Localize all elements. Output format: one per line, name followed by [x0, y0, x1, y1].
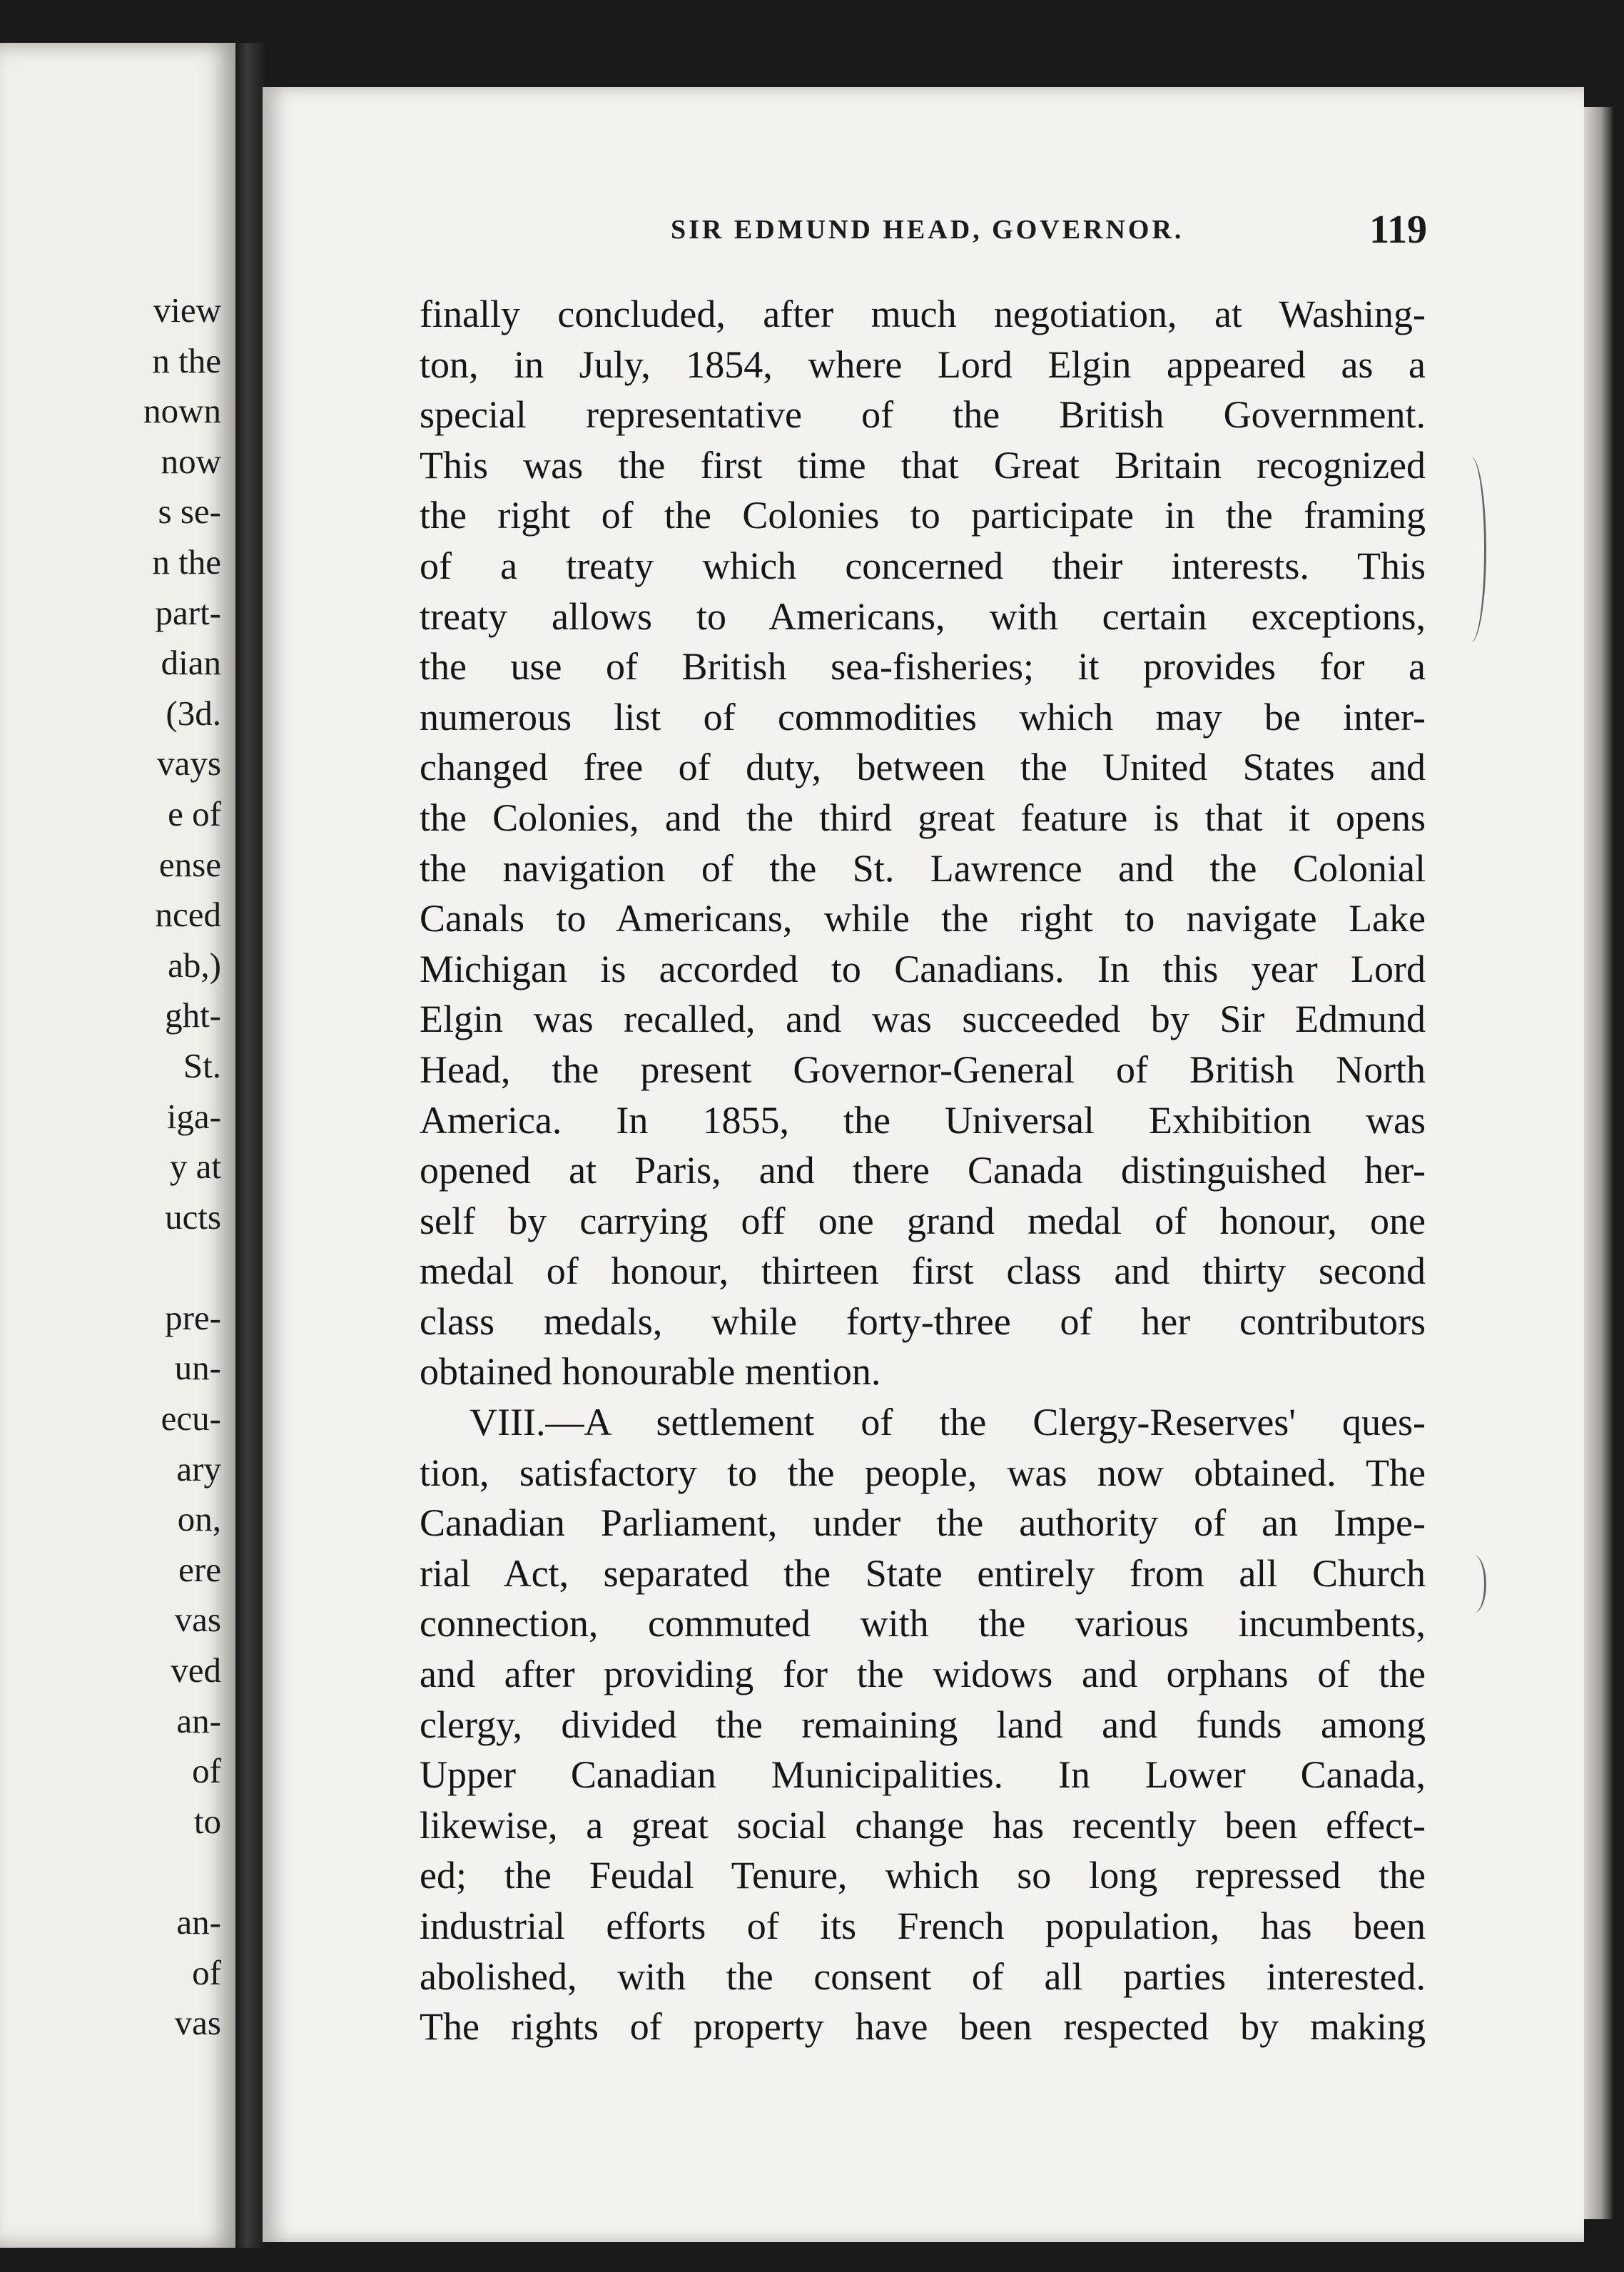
facing-line: now	[161, 441, 221, 481]
text-line: self by carrying off one grand medal of honour, one	[420, 1199, 1426, 1242]
facing-line: ab,)	[168, 945, 221, 985]
text-line: Canals to Americans, while the right to navigate Lake	[420, 897, 1426, 940]
text-line: treaty allows to Americans, with certain exceptions,	[420, 594, 1426, 638]
facing-line: an-	[176, 1902, 221, 1942]
text-line: special representative of the British Government.	[420, 393, 1426, 437]
page-edge	[1584, 107, 1613, 2219]
running-title: SIR EDMUND HEAD, GOVERNOR.	[671, 215, 1184, 245]
text-line: the right of the Colonies to participate in the framing	[420, 494, 1426, 537]
facing-line: s se-	[158, 492, 221, 532]
pencil-bracket-mark	[1456, 457, 1486, 642]
text-line: Michigan is accorded to Canadians. In this year Lord	[420, 947, 1426, 990]
text-line: and after providing for the widows and orphans of the	[420, 1653, 1426, 1696]
facing-line: vays	[157, 744, 221, 783]
facing-line: ved	[171, 1650, 221, 1690]
text-line: medal of honour, thirteen first class and thirty second	[420, 1249, 1426, 1293]
facing-line: ght-	[165, 995, 221, 1035]
facing-line	[0, 1847, 221, 1897]
facing-line: un-	[174, 1348, 221, 1388]
facing-line: (3d.	[166, 693, 221, 733]
text-line: clergy, divided the remaining land and funds among	[420, 1703, 1426, 1746]
facing-line: on,	[177, 1499, 221, 1539]
text-line: connection, commuted with the various incumbents,	[420, 1602, 1426, 1645]
text-line: VIII.—A settlement of the Clergy-Reserves' ques-	[470, 1401, 1426, 1444]
text-line: changed free of duty, between the United States and	[420, 746, 1426, 789]
text-line: the use of British sea-fisheries; it provides for a	[420, 645, 1426, 689]
text-line: class medals, while forty-three of her contributors	[420, 1299, 1426, 1343]
facing-line: iga-	[166, 1096, 221, 1136]
facing-line: nced	[155, 895, 221, 935]
facing-line: view	[153, 290, 221, 330]
text-line: This was the first time that Great Britain recognized	[420, 443, 1426, 487]
text-line: finally concluded, after much negotiation, at Washing-	[420, 293, 1426, 335]
text-line: Upper Canadian Municipalities. In Lower Canada,	[420, 1753, 1426, 1797]
facing-line: St.	[183, 1045, 221, 1085]
pencil-bracket-mark	[1463, 1556, 1486, 1613]
facing-line: ere	[178, 1549, 221, 1589]
text-line: tion, satisfactory to the people, was now obtained. The	[420, 1451, 1426, 1494]
book-gutter	[235, 43, 264, 2248]
text-line: the Colonies, and the third great feature is that it opens	[420, 796, 1426, 839]
text-line: of a treaty which concerned their interests. This	[420, 544, 1426, 587]
text-line: abolished, with the consent of all parties interested.	[420, 1954, 1426, 1998]
text-line: ed; the Feudal Tenure, which so long repressed the	[420, 1854, 1426, 1897]
facing-line: vas	[174, 2003, 221, 2043]
text-line: America. In 1855, the Universal Exhibition was	[420, 1098, 1426, 1142]
text-line: obtained honourable mention.	[420, 1350, 881, 1394]
facing-page	[0, 43, 235, 2248]
facing-line: e of	[168, 793, 221, 833]
text-line: Canadian Parliament, under the authority of an Impe-	[420, 1501, 1426, 1545]
facing-line: vas	[174, 1600, 221, 1640]
text-line: ton, in July, 1854, where Lord Elgin appeared as a	[420, 343, 1426, 386]
facing-line: nown	[143, 391, 221, 431]
facing-page-text	[0, 285, 221, 2049]
facing-line: y at	[169, 1147, 221, 1187]
facing-line	[0, 1242, 221, 1293]
text-line: industrial efforts of its French population, has been	[420, 1905, 1426, 1947]
facing-line: ary	[176, 1449, 221, 1489]
facing-line: n the	[152, 542, 221, 582]
running-header	[671, 207, 1427, 257]
facing-line: dian	[161, 643, 221, 683]
text-line: Elgin was recalled, and was succeeded by Sir Edmund	[420, 998, 1426, 1041]
text-line: Head, the present Governor-General of British North	[420, 1048, 1426, 1091]
text-line: the navigation of the St. Lawrence and the Colonial	[420, 846, 1426, 890]
facing-line: ense	[158, 844, 221, 884]
facing-line: part-	[155, 592, 221, 632]
facing-line: ucts	[165, 1197, 221, 1237]
facing-line: ecu-	[161, 1399, 221, 1439]
text-line: opened at Paris, and there Canada distinguished her-	[420, 1149, 1426, 1192]
facing-line: to	[193, 1801, 221, 1841]
text-line: likewise, a great social change has recently been effect-	[420, 1803, 1426, 1847]
body-text	[420, 289, 1426, 2052]
text-line: The rights of property have been respected by making	[420, 2005, 1426, 2049]
facing-line: pre-	[165, 1297, 221, 1337]
facing-line: of	[192, 1751, 221, 1791]
facing-line: n the	[152, 340, 221, 380]
facing-line: an-	[176, 1700, 221, 1740]
page-number: 119	[1369, 208, 1427, 252]
facing-line: of	[192, 1952, 221, 1992]
text-line: numerous list of commodities which may be inter-	[420, 695, 1426, 739]
text-line: rial Act, separated the State entirely from all Church	[420, 1551, 1426, 1595]
